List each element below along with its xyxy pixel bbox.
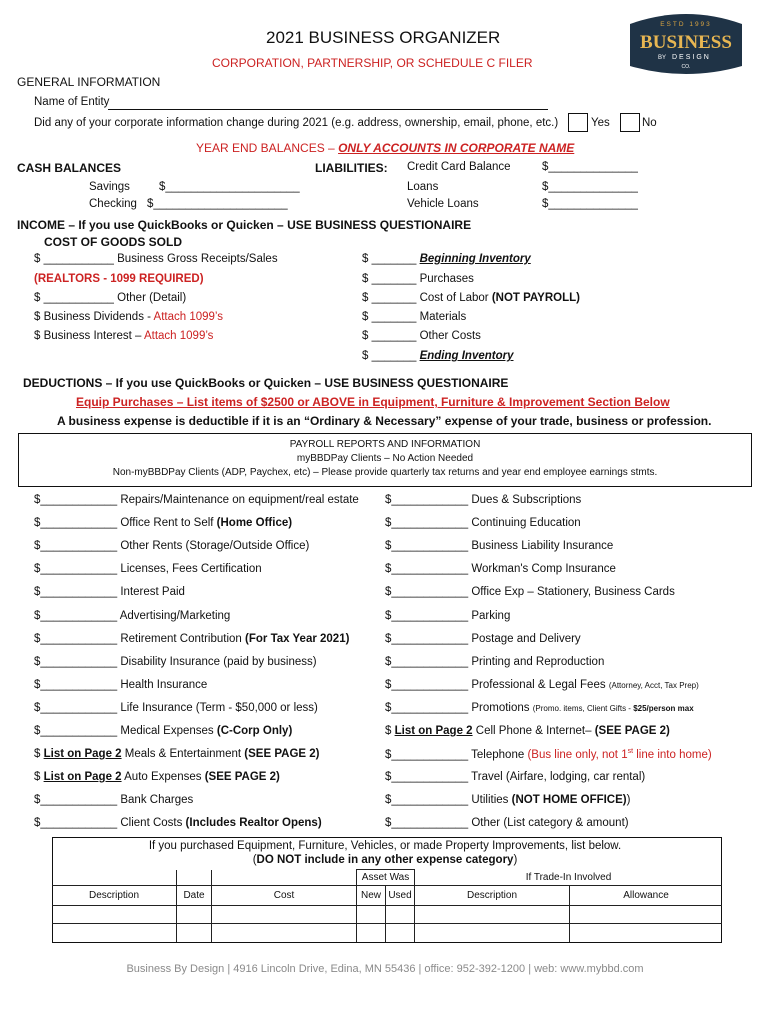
deduction-row-left[interactable] [34,794,193,806]
blank-cell [177,870,212,886]
list-on-page-2: List on Page 2 [394,725,473,737]
year-end-heading [196,141,574,155]
telephone-note-end: line into home) [633,748,712,761]
expense-note: A business expense is deductible if it is an “Ordinary & Necessary” expense of your trade, business or profession. [57,414,712,428]
other-costs-label: Other Costs [419,330,481,342]
deduction-row-right[interactable] [385,610,510,622]
deduction-label: Dues & Subscriptions [471,494,582,506]
entry-cell[interactable] [415,924,570,942]
business-dividends [34,311,223,323]
deduction-row-right[interactable] [385,540,613,552]
entry-cell[interactable] [570,906,723,924]
dollar-line: $____________ [385,701,469,714]
deduction-row-left[interactable] [34,725,292,737]
payroll-line-1: myBBDPay Clients – No Action Needed [296,453,474,464]
dollar-line: $ _______ [362,273,417,285]
dollar-line: $____________ [34,794,118,807]
deduction-label: Travel (Airfare, lodging, car rental) [471,771,646,784]
deduction-row-left[interactable] [34,771,280,783]
page-subtitle: CORPORATION, PARTNERSHIP, OR SCHEDULE C FILER [212,56,533,70]
deduction-row-left[interactable] [34,679,207,691]
promotions-max: $25/person max [633,703,694,713]
list-on-page-2: List on Page 2 [43,748,122,761]
general-heading: GENERAL INFORMATION [17,75,161,89]
svg-text:ESTD 1993: ESTD 1993 [660,21,712,28]
col-new: New [357,886,386,906]
deduction-row-left[interactable] [34,702,318,714]
note-close-paren: ) [513,854,518,866]
deduction-note: (Home Office) [216,517,293,530]
blank-cell [52,870,177,886]
deduction-row-right[interactable] [385,586,675,598]
dollar-line: $____________ [385,655,469,668]
yes-checkbox[interactable] [568,113,588,132]
dollar-line: $____________ [34,609,118,622]
dollar-line: $____________ [385,517,469,530]
promotions-note: (Promo. items, Client Gifts - [532,703,634,713]
purchases[interactable] [362,273,474,285]
dollar-line: $____________ [34,655,118,668]
dollar-line: $ _______ [362,350,417,362]
dollar-line: $____________ [385,632,469,645]
dollar-sign: $ [34,771,44,784]
income-heading: INCOME – If you use QuickBooks or Quicken – USE BUSINESS QUESTIONAIRE [17,218,472,232]
deduction-label: Licenses, Fees Certification [120,563,262,576]
deduction-row-right[interactable] [385,656,604,668]
deduction-row-left[interactable] [34,748,320,760]
deduction-row-left[interactable] [34,517,292,529]
gross-receipts[interactable]: $ ___________ Business Gross Receipts/Sales [34,253,278,265]
deduction-label: Professional & Legal Fees [471,678,609,691]
dollar-line: $____________ [385,678,469,691]
beginning-inventory[interactable] [362,253,531,265]
deduction-label: Cell Phone & Internet– [475,725,595,737]
deduction-label: Other Rents (Storage/Outside Office) [120,540,310,553]
deduction-row-left[interactable] [34,494,359,506]
deduction-label: Parking [471,609,511,622]
deduction-row-right[interactable] [385,633,581,645]
entity-name-label: Name of Entity [34,96,110,108]
deduction-label: Life Insurance (Term - $50,000 or less) [120,701,318,714]
equipment-table [52,869,722,942]
deduction-row-left[interactable] [34,610,230,622]
trade-in-header: If Trade-In Involved [415,870,723,886]
payroll-line-2: Non-myBBDPay Clients (ADP, Paychex, etc) – Please provide quarterly tax returns and year end employee earnings stmts. [112,467,658,478]
vehicle-loans-amount[interactable]: $______________ [542,198,638,210]
deduction-label: Utilities [471,794,512,807]
materials-label: Materials [419,311,467,323]
col-description: Description [52,886,177,906]
equipment-note-2 [0,854,770,866]
deduction-label: Disability Insurance (paid by business) [120,655,317,668]
dollar-line: $____________ [34,563,118,576]
savings-label: Savings [89,181,130,193]
deduction-label: Auto Expenses [124,771,205,784]
dollar-line: $____________ [385,586,469,599]
deduction-row-right[interactable] [385,494,581,506]
deduction-note: (C-Corp Only) [216,725,293,737]
no-label: No [642,117,657,129]
deduction-row-left[interactable] [34,817,322,829]
dividends-attach-note: Attach 1099’s [153,311,224,323]
deduction-note: (For Tax Year 2021) [245,632,350,645]
not-home-office-note: (NOT HOME OFFICE) [511,794,627,807]
loans-amount[interactable]: $______________ [542,181,638,193]
deduction-label: Client Costs [120,817,186,830]
blank-cell [212,870,357,886]
deduction-label: Printing and Reproduction [471,655,605,668]
deduction-label: Meals & Entertainment [124,748,245,761]
deduction-row-right[interactable] [385,679,699,691]
telephone-note-sup: st [627,748,634,756]
deduction-label: Advertising/Marketing [119,609,231,622]
deduction-row-right[interactable] [385,817,629,829]
credit-card-amount[interactable]: $______________ [542,161,638,173]
loans-label: Loans [407,181,439,193]
deduction-label: Workman's Comp Insurance [471,563,616,576]
deduction-label: Telephone [471,748,528,761]
no-checkbox[interactable] [620,113,640,132]
not-payroll-note: (NOT PAYROLL) [491,292,580,304]
deduction-note: (SEE PAGE 2) [204,771,280,784]
deduction-row-right[interactable] [385,702,694,714]
vehicle-loans-label: Vehicle Loans [407,198,479,210]
interest-label: $ Business Interest – [34,330,144,342]
dollar-line: $____________ [385,794,469,807]
entry-cell[interactable] [415,906,570,924]
dollar-line: $____________ [34,517,118,530]
entry-cell[interactable] [357,924,386,942]
svg-text:BY: BY [658,55,667,61]
list-on-page-2: List on Page 2 [43,771,122,784]
dollar-line: $____________ [34,817,118,830]
cogs-heading: COST OF GOODS SOLD [44,235,183,249]
deduction-row-left[interactable] [34,563,262,575]
deduction-row-right[interactable] [385,748,712,761]
deduction-row-left[interactable] [34,656,317,668]
purchases-label: Purchases [419,273,474,285]
beginning-inventory-label: Beginning Inventory [419,253,531,265]
dollar-line: $ _______ [362,311,417,323]
deduction-label: Interest Paid [120,586,185,599]
other-income[interactable]: $ ___________ Other (Detail) [34,292,187,304]
entry-cell[interactable] [570,924,723,942]
asset-was-header: Asset Was [357,870,415,886]
entry-cell[interactable] [52,906,177,924]
deduction-row-right[interactable] [385,771,645,783]
dollar-line: $ _______ [362,253,417,265]
deduction-label: Medical Expenses [120,725,217,737]
deduction-note: (Includes Realtor Opens) [185,817,322,830]
dollar-line: $____________ [34,701,118,714]
entry-cell[interactable] [357,906,386,924]
dollar-line: $____________ [34,632,118,645]
dollar-line: $____________ [385,540,469,553]
deduction-row-right[interactable] [385,563,616,575]
dollar-line: $____________ [385,771,469,784]
deduction-note: (SEE PAGE 2) [244,748,320,761]
entry-cell[interactable] [52,924,177,942]
deduction-label: Promotions [471,701,533,714]
svg-text:DESIGN: DESIGN [672,54,711,61]
footer-contact: Business By Design | 4916 Lincoln Drive, Edina, MN 55436 | office: 952-392-1200 | web: www.mybbd.com [126,963,644,975]
deduction-row-right[interactable] [385,517,581,529]
yes-label: Yes [591,117,610,129]
dollar-line: $____________ [385,748,469,761]
svg-text:BUSINESS: BUSINESS [640,32,732,53]
interest-attach-note: Attach 1099’s [143,330,214,342]
entry-cell[interactable] [177,924,212,942]
dollar-line: $____________ [34,494,118,506]
dollar-line: $____________ [385,817,469,830]
entry-cell[interactable] [212,924,357,942]
professional-fees-note: (Attorney, Acct, Tax Prep) [608,680,699,690]
savings-amount[interactable]: $_____________________ [159,181,300,193]
col-date: Date [177,886,212,906]
deduction-label: Office Rent to Self [120,517,217,530]
materials[interactable] [362,311,466,323]
deduction-label: Other (List category & amount) [471,817,629,830]
credit-card-label: Credit Card Balance [407,161,511,173]
other-costs[interactable] [362,330,481,342]
col-trade-description: Description [415,886,570,906]
dollar-sign: $ [34,748,44,761]
dollar-line: $____________ [34,586,118,599]
deduction-label: Office Exp – Stationery, Business Cards [471,586,675,599]
dollar-line: $ _______ [362,330,417,342]
realtors-note: (REALTORS - 1099 REQUIRED) [34,273,204,285]
ending-inventory[interactable] [362,350,514,362]
checking-label: Checking [89,198,137,210]
col-allowance: Allowance [570,886,723,906]
entry-cell[interactable] [386,924,415,942]
note-open-paren: ( [252,854,257,866]
col-used: Used [386,886,415,906]
business-interest [34,330,213,342]
equipment-note-1: If you purchased Equipment, Furniture, Vehicles, or made Property Improvements, list below. [148,840,622,852]
svg-text:CO.: CO. [681,64,691,70]
info-change-question: Did any of your corporate information change during 2021 (e.g. address, ownership, email, phone, etc.) [34,117,559,129]
dollar-line: $____________ [34,725,118,737]
deduction-label: Retirement Contribution [120,632,246,645]
dollar-line: $____________ [385,563,469,576]
deduction-row-right[interactable] [385,794,630,806]
cash-balances-heading: CASH BALANCES [17,161,122,175]
payroll-title: PAYROLL REPORTS AND INFORMATION [289,439,481,450]
year-end-heading-text: YEAR END BALANCES – [196,141,339,155]
deduction-row-left[interactable] [34,540,309,552]
dollar-line: $____________ [34,678,118,691]
deduction-label: Repairs/Maintenance on equipment/real estate [120,494,359,506]
entity-name-field[interactable] [108,108,548,110]
liabilities-heading: LIABILITIES: [315,161,388,175]
dollar-line: $ _______ [362,292,417,304]
labor-label: Cost of Labor [419,292,492,304]
deduction-label: Bank Charges [120,794,194,807]
corporate-name-emphasis: ONLY ACCOUNTS IN CORPORATE NAME [338,141,575,155]
cost-of-labor[interactable] [362,292,580,304]
telephone-note: (Bus line only, not 1 [527,748,628,761]
dollar-sign: $ [385,725,395,737]
deduction-label: Continuing Education [471,517,581,530]
page-title: 2021 BUSINESS ORGANIZER [266,28,501,47]
dividends-label: $ Business Dividends - [34,311,154,323]
close-paren: ) [626,794,631,807]
checking-amount[interactable]: $_____________________ [147,198,288,210]
entry-cell[interactable] [177,906,212,924]
dollar-line: $____________ [34,540,118,553]
entry-cell[interactable] [386,906,415,924]
deduction-row-left[interactable] [34,586,185,598]
deduction-row-left[interactable] [34,633,349,645]
deduction-label: Health Insurance [120,678,208,691]
ending-inventory-label: Ending Inventory [419,350,514,362]
entry-cell[interactable] [212,906,357,924]
deduction-label: Postage and Delivery [471,632,581,645]
dollar-line: $____________ [385,609,469,622]
see-page-2-note: (SEE PAGE 2) [594,725,670,737]
do-not-include-note: DO NOT include in any other expense category [256,854,514,866]
deduction-label: Business Liability Insurance [471,540,614,553]
deductions-heading: DEDUCTIONS – If you use QuickBooks or Quicken – USE BUSINESS QUESTIONAIRE [23,376,509,390]
deduction-row-right[interactable] [385,725,670,737]
business-by-design-logo [624,10,748,76]
col-cost: Cost [212,886,357,906]
dollar-line: $____________ [385,494,469,506]
equip-purchases-note: Equip Purchases – List items of $2500 or ABOVE in Equipment, Furniture & Improvement Section Below [76,395,670,409]
